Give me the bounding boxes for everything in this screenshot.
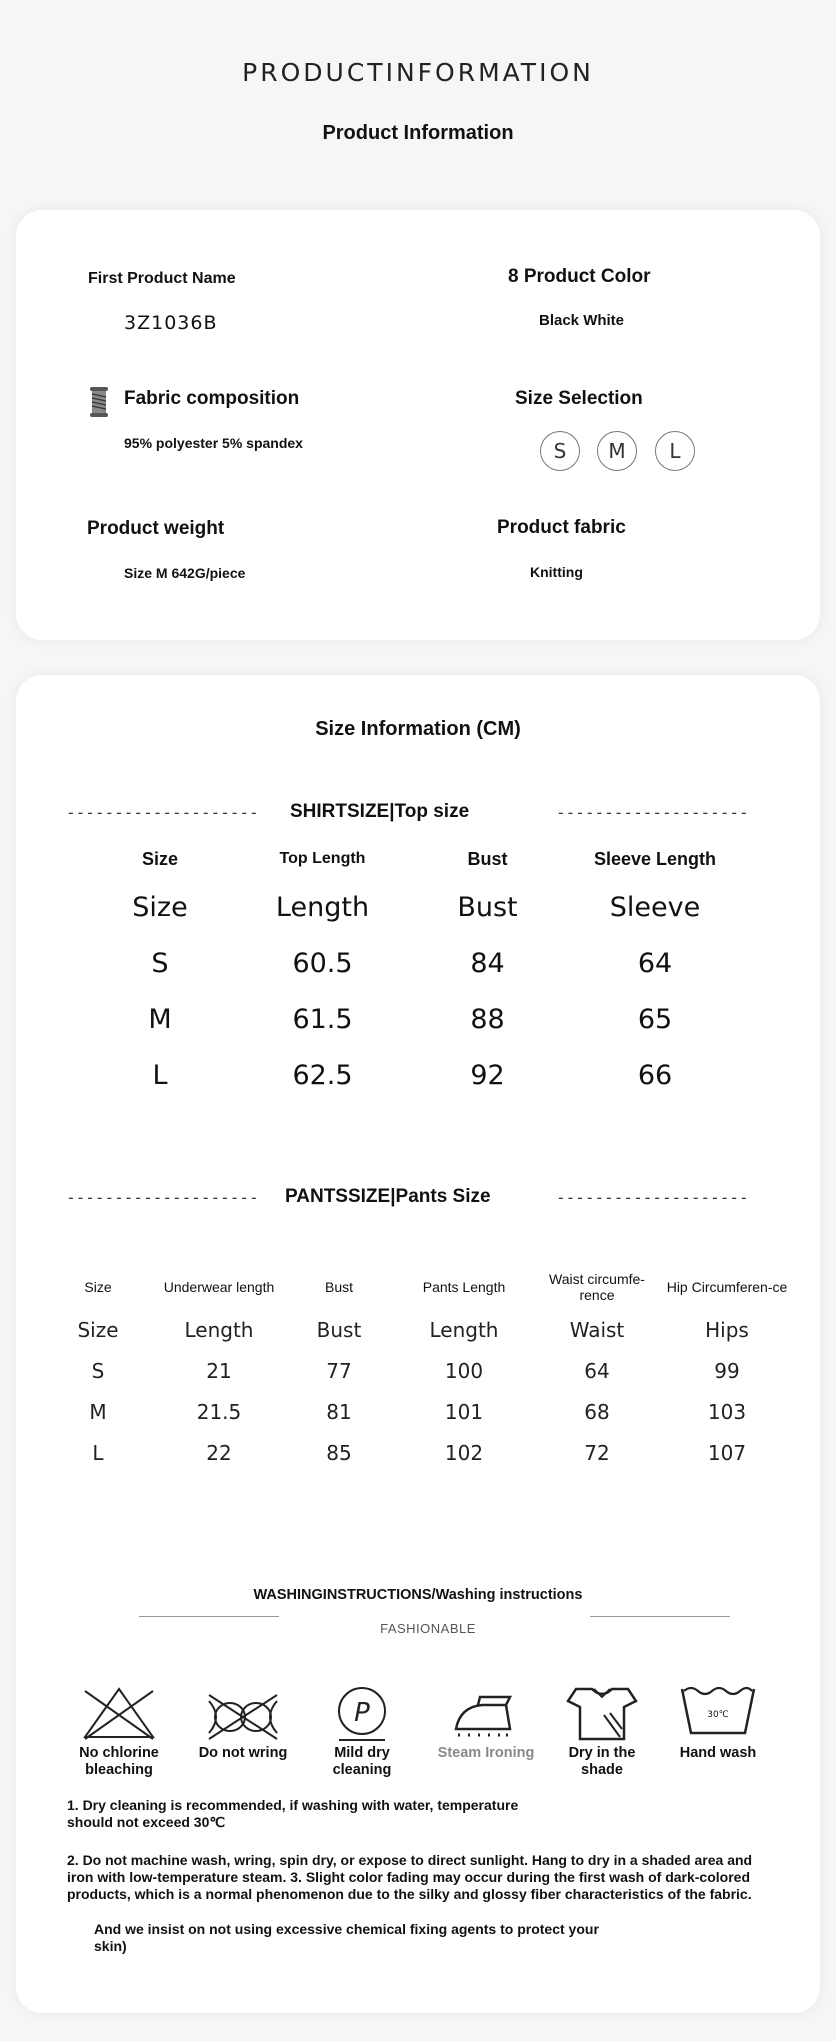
table-row (80, 935, 740, 991)
product-weight-value: Size M 642G/piece (124, 565, 246, 581)
table-cell: Hips (705, 1317, 749, 1342)
svg-text:P: P (354, 1698, 370, 1728)
table-cell: L (152, 1059, 168, 1091)
table-header-row (80, 839, 740, 879)
fabric-composition-value: 95% polyester 5% spandex (124, 435, 303, 451)
table-cell: Size (132, 891, 188, 923)
table-cell: 107 (707, 1440, 747, 1465)
table-cell: M (148, 1003, 172, 1035)
column-header: Hip Circumferen-ce (666, 1279, 788, 1295)
divider-dashes-right: -------------------- (556, 1188, 749, 1207)
table-cell: 65 (637, 1003, 673, 1035)
divider-dashes-right: -------------------- (556, 803, 749, 822)
page-title: PRODUCTINFORMATION (242, 58, 594, 87)
table-row (42, 1432, 794, 1473)
top-size-title: SHIRTSIZE|Top size (290, 801, 470, 822)
table-cell: 66 (637, 1059, 673, 1091)
washing-title: WASHINGINSTRUCTIONS/Washing instructions (253, 1587, 583, 1603)
table-cell: 21.5 (196, 1399, 242, 1424)
shade-dry-icon (562, 1683, 642, 1743)
product-weight-label: Product weight (87, 518, 225, 539)
care-note-3: And we insist on not using excessive chemical fixing agents to protect your skin) (94, 1921, 599, 1954)
table-cell: 81 (326, 1399, 352, 1424)
table-cell: 92 (470, 1059, 505, 1091)
wash-item-dry-clean (307, 1683, 417, 1779)
wash-label: No chlorine bleaching (79, 1745, 159, 1778)
washing-subtitle: FASHIONABLE (380, 1621, 476, 1636)
table-cell: 68 (584, 1399, 610, 1424)
size-option-l[interactable]: L (655, 431, 695, 471)
table-cell: Bust (457, 891, 518, 923)
dry-clean-icon (322, 1683, 402, 1743)
table-row (80, 1047, 740, 1103)
thread-spool-icon (88, 386, 110, 423)
table-cell: 100 (444, 1358, 484, 1383)
size-option-s[interactable]: S (540, 431, 580, 471)
no-wring-icon (203, 1683, 283, 1743)
table-cell: Size (77, 1317, 119, 1342)
table-cell: 77 (326, 1358, 352, 1383)
table-cell: 62.5 (292, 1059, 353, 1091)
table-header-row (42, 1265, 794, 1309)
column-header: Size (141, 848, 179, 869)
table-row (42, 1350, 794, 1391)
no-bleach-icon (79, 1683, 159, 1743)
table-cell: Length (275, 891, 370, 923)
table-cell: M (89, 1399, 107, 1424)
table-cell: S (91, 1358, 105, 1383)
size-option-m[interactable]: M (597, 431, 637, 471)
column-header: Sleeve Length (593, 848, 717, 869)
product-fabric-label: Product fabric (497, 517, 626, 538)
table-cell: Length (184, 1317, 254, 1342)
table-cell: 99 (714, 1358, 740, 1383)
table-cell: 64 (584, 1358, 610, 1383)
wash-label: Steam Ironing (437, 1745, 535, 1761)
table-cell: Length (429, 1317, 499, 1342)
divider-line (590, 1616, 730, 1617)
page-subtitle: Product Information (322, 122, 514, 144)
column-header: Pants Length (422, 1279, 506, 1295)
wash-item-steam-iron (421, 1683, 551, 1762)
column-header: Underwear length (163, 1279, 275, 1295)
pants-size-title: PANTSSIZE|Pants Size (285, 1186, 491, 1207)
wash-item-no-wring (188, 1683, 298, 1762)
product-name-value: 3Z1036B (124, 312, 218, 334)
wash-label: Dry in the shade (568, 1745, 636, 1778)
column-header: Bust (467, 848, 508, 869)
table-row (80, 879, 740, 935)
column-header: Bust (324, 1279, 353, 1295)
table-cell: Sleeve (609, 891, 701, 923)
care-note-1: 1. Dry cleaning is recommended, if washing with water, temperature should not exceed 30℃ (67, 1797, 519, 1830)
product-name-label: First Product Name (88, 270, 236, 287)
table-cell: S (151, 947, 169, 979)
wash-label: Mild dry cleaning (332, 1745, 392, 1778)
table-cell: 64 (637, 947, 673, 979)
product-color-value: Black White (539, 312, 625, 329)
pants-size-table (42, 1265, 794, 1473)
size-info-title: Size Information (CM) (315, 718, 521, 740)
table-row (42, 1309, 794, 1350)
temperature-label: 30℃ (707, 1710, 729, 1720)
table-cell: 22 (206, 1440, 232, 1465)
table-row (80, 991, 740, 1047)
iron-icon (446, 1683, 526, 1743)
table-cell: 21 (206, 1358, 232, 1383)
column-header: Top Length (279, 850, 366, 867)
table-cell: 84 (470, 947, 505, 979)
table-cell: 103 (707, 1399, 747, 1424)
top-size-table (80, 839, 740, 1103)
wash-item-no-bleach (64, 1683, 174, 1779)
divider-dashes-left: -------------------- (66, 803, 259, 822)
table-cell: 72 (584, 1440, 610, 1465)
product-fabric-value: Knitting (530, 564, 583, 580)
table-cell: L (92, 1440, 104, 1465)
size-selection-label: Size Selection (515, 388, 643, 409)
table-cell: Bust (316, 1317, 362, 1342)
table-cell: 85 (326, 1440, 352, 1465)
column-header: Waist circumfe-rence (549, 1271, 645, 1303)
table-cell: 60.5 (292, 947, 353, 979)
divider-line (139, 1616, 279, 1617)
table-cell: 102 (444, 1440, 484, 1465)
product-color-label: 8 Product Color (508, 266, 651, 287)
care-note-2: 2. Do not machine wash, wring, spin dry, or expose to direct sunlight. Hang to dry in a shaded area and iron with low-temperature steam. 3. Slight color fading may occur during the first wash of dark-colored products, which is a normal phenomenon due to the silky and glossy fiber characteristics of the fabric. (67, 1852, 753, 1902)
table-cell: 88 (470, 1003, 505, 1035)
wash-item-hand-wash (663, 1683, 773, 1762)
divider-dashes-left: -------------------- (66, 1188, 259, 1207)
table-row (42, 1391, 794, 1432)
wash-label: Do not wring (198, 1745, 288, 1761)
wash-label: Hand wash (679, 1745, 757, 1761)
table-cell: Waist (569, 1317, 625, 1342)
table-cell: 61.5 (292, 1003, 353, 1035)
wash-item-shade-dry (547, 1683, 657, 1779)
table-cell: 101 (444, 1399, 484, 1424)
fabric-composition-label: Fabric composition (124, 388, 300, 409)
column-header: Size (84, 1279, 112, 1295)
